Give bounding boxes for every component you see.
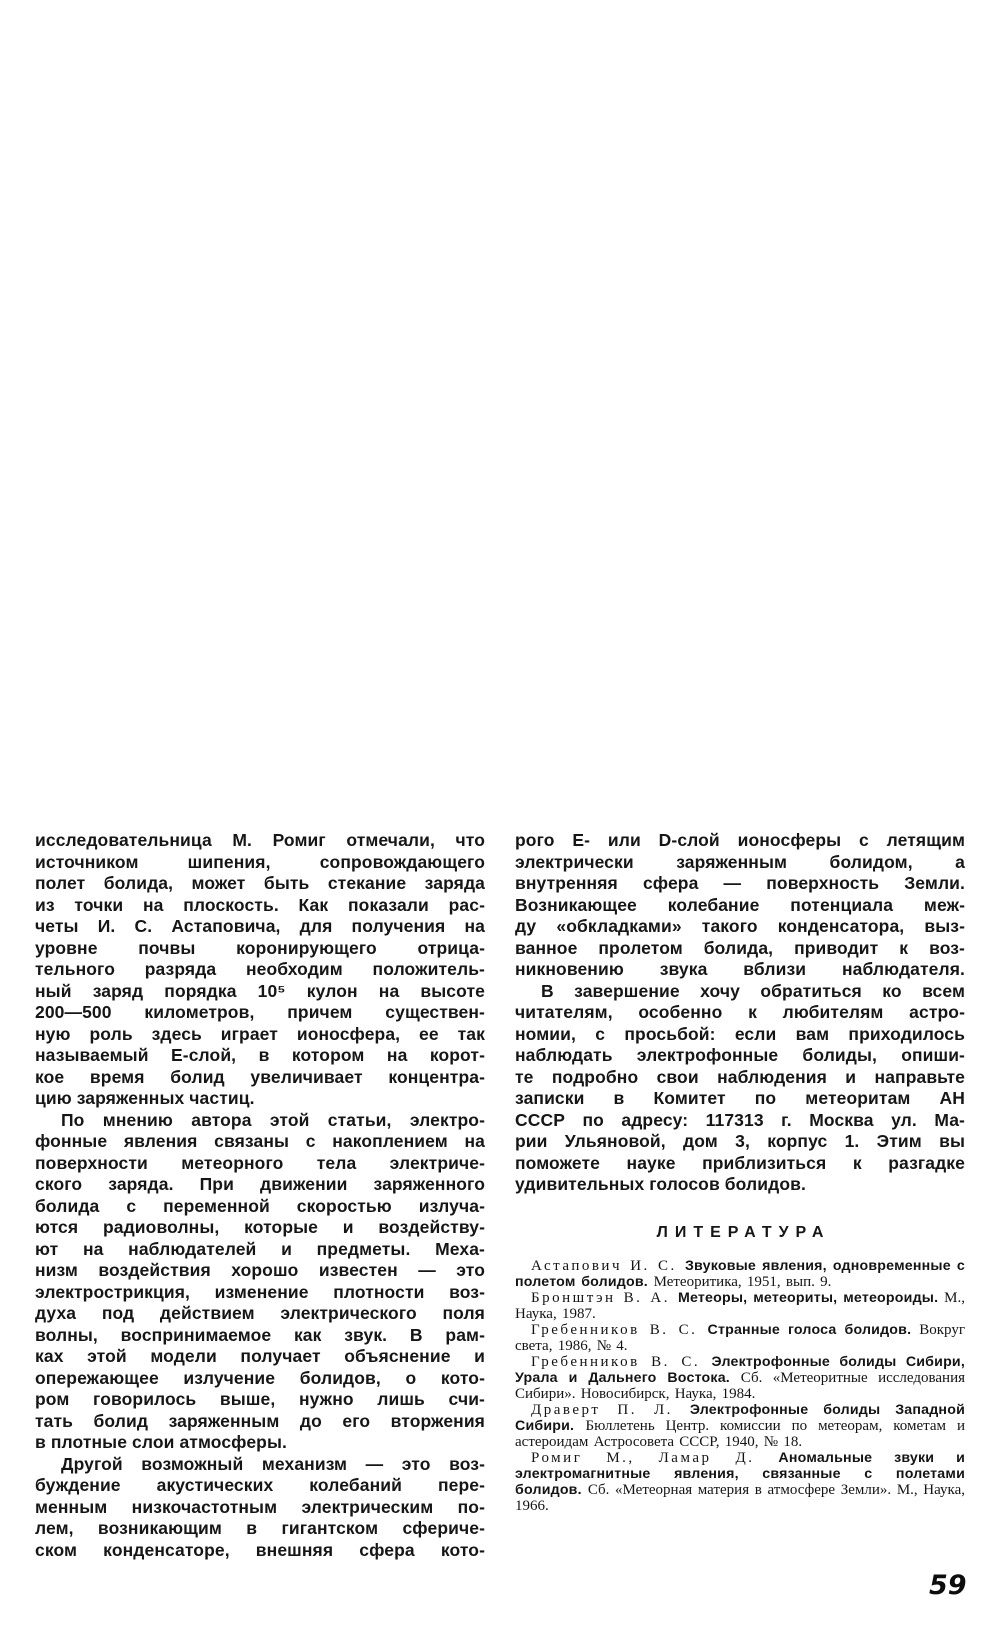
text-line: тать болид заряженным до его вторжения [35,1410,485,1431]
author-name: Гребенников В. С. [531,1321,708,1338]
text-line: кое время болид увеличивает концентра- [35,1066,485,1087]
text-line: ского заряда. При движении заряженного [35,1174,485,1194]
text-line: ются радиоволны, которые и воздейству- [35,1217,485,1237]
literature-entry [515,1402,965,1450]
author-name: Гребенников В. С. [531,1353,712,1370]
literature-entry [515,1290,965,1322]
text-line: уровне почвы коронирующего отрица- [35,937,485,958]
text-line: поможете науке приблизиться к разгадке [515,1152,965,1173]
author-name: Астапович И. С. [531,1257,685,1274]
author-name: Бронштэн В. А. [531,1289,678,1306]
text-line: рии Ульяновой, дом 3, корпус 1. Этим вы [515,1131,965,1151]
text-line: ют на наблюдателей и предметы. Меха- [35,1238,485,1259]
text-line: фонные явления связаны с накоплением на [35,1131,485,1151]
text-line: записки в Комитет по метеоритам АН [515,1088,965,1108]
work-title: Странные голоса болидов. [707,1321,920,1338]
text-line: ную роль здесь играет ионосфера, ее так [35,1023,485,1044]
literature-entry [515,1450,965,1514]
text-line: ром говорилось выше, нужно лишь счи- [35,1389,485,1409]
text-line: ском конденсаторе, внешняя сфера кото- [35,1539,485,1560]
text-line: рого Е- или D-слой ионосферы с летящим [515,830,965,850]
text-line: болида с переменной скоростью излуча- [35,1195,485,1216]
text-line: четы И. С. Астаповича, для получения на [35,916,485,936]
work-title: Электрофонные болиды Западной Сибири. [515,1401,965,1434]
literature-entry [515,1258,965,1290]
publication-info: Бюллетень Центр. комиссии по метеорам, кометам и астероидам Астросовета СССР, 1940, № 18. [515,1417,966,1450]
publication-info: Метеоритика, 1951, вып. 9. [653,1273,832,1290]
text-line: Возникающее колебание потенциала меж- [515,894,965,915]
text-line: низм воздействия хорошо известен — это [35,1260,485,1280]
text-line: цию заряженных частиц. [35,1088,255,1108]
publication-info: Вокруг света, 1986, № 4. [515,1321,965,1354]
author-name: Ромиг М., Ламар Д. [531,1449,779,1466]
text-line: в плотные слои атмосферы. [35,1432,287,1452]
text-line: поверхности метеорного тела электриче- [35,1152,485,1173]
work-title: Аномальные звуки и электромагнитные явления, связанные с полетами болидов. [515,1449,965,1498]
text-line: СССР по адресу: 117313 г. Москва ул. Ма- [515,1109,965,1130]
text-line: духа под действием электрического поля [35,1303,485,1323]
text-line: менным низкочастотным электрическим по- [35,1496,485,1517]
text-line: ный заряд порядка 10⁵ кулон на высоте [35,980,485,1001]
text-line: номии, с просьбой: если вам приходилось [515,1023,965,1044]
text-line: Другой возможный механизм — это воз- [61,1453,485,1474]
literature-heading: ЛИТЕРАТУРА [656,1223,831,1241]
text-line: По мнению автора этой статьи, электро- [61,1109,485,1130]
publication-info: Сб. «Метеорная материя в атмосфере Земли». М., Наука, 1966. [515,1481,966,1514]
text-columns [35,830,965,1561]
text-line: В завершение хочу обратиться ко всем [541,980,965,1001]
right-column [515,830,965,1561]
text-line: лем, возникающим в гигантском сфериче- [35,1518,485,1538]
right-column-text [515,830,965,1196]
left-column [35,830,485,1561]
text-line: никновению звука вблизи наблюдателя. [515,959,965,979]
text-line: источником шипения, сопровождающего [35,851,485,872]
text-line: ванное пролетом болида, приводит к воз- [515,937,965,958]
text-line: волны, воспринимаемое как звук. В рам- [35,1324,485,1345]
text-line: ках этой модели получает объяснение и [35,1346,485,1366]
text-line: полет болида, может быть стекание заряда [35,873,485,893]
text-line: электрически заряженным болидом, а [515,851,965,872]
text-line: буждение акустических колебаний пере- [35,1475,485,1495]
text-line: внутренняя сфера — поверхность Земли. [515,873,965,893]
text-line: из точки на плоскость. Как показали рас- [35,894,485,915]
literature-entry [515,1322,965,1354]
text-line: исследовательница М. Ромиг отмечали, что [35,830,485,850]
work-title: Метеоры, метеориты, метеороиды. [677,1289,945,1306]
work-title: Звуковые явления, одновременные с полетом болидов. [515,1257,965,1290]
text-line: электрострикция, изменение плотности воз- [35,1281,485,1302]
text-line: те подробно свои наблюдения и направьте [515,1066,965,1087]
text-line: тельного разряда необходим положитель- [35,959,485,979]
text-line: удивительных голосов болидов. [515,1174,806,1194]
text-line: называемый Е-слой, в котором на корот- [35,1045,485,1065]
publication-info: Сб. «Метеоритные исследования Сибири». Новосибирск, Наука, 1984. [515,1369,965,1402]
text-line: читателям, особенно к любителям астро- [515,1002,965,1022]
literature-section [515,1258,965,1514]
publication-info: М., Наука, 1987. [515,1289,965,1322]
text-line: опережающее излучение болидов, о кото- [35,1367,485,1388]
text-line: 200—500 километров, причем существен- [35,1002,485,1022]
literature-entry [515,1354,965,1402]
text-line: ду «обкладками» такого конденсатора, выз- [515,916,965,936]
work-title: Электрофонные болиды Сибири, Урала и Дальнего Востока. [515,1353,965,1386]
text-line: наблюдать электрофонные болиды, опиши- [515,1045,965,1065]
author-name: Драверт П. Л. [531,1401,690,1418]
page-number: 59 [929,1570,967,1601]
